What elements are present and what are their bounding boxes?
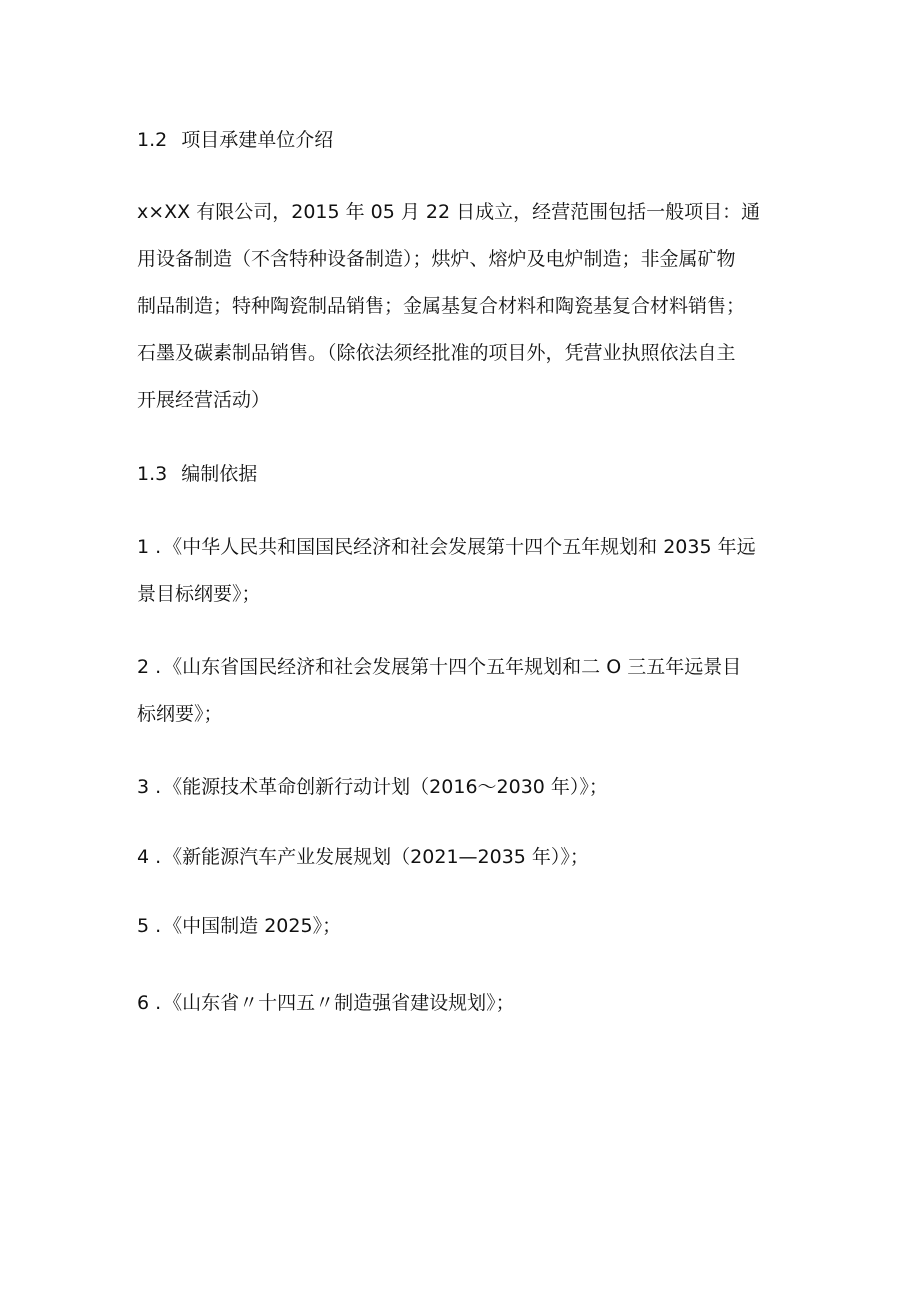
- section-number: 1.2: [137, 129, 168, 151]
- paragraph-line: x×XX 有限公司，2015 年 05 月 22 日成立，经营范围包括一般项目：通: [137, 201, 761, 223]
- list-item-number: 1 .: [137, 536, 162, 558]
- list-item-number: 2 .: [137, 656, 162, 678]
- list-item-number: 4 .: [137, 846, 162, 868]
- list-item-continuation: 景目标纲要》；: [137, 583, 261, 605]
- section-title: 项目承建单位介绍: [181, 129, 334, 151]
- list-item-text: 《新能源汽车产业发展规划（2021—2035 年）》；: [163, 846, 589, 868]
- list-item: [137, 655, 797, 679]
- list-item: [137, 914, 797, 938]
- list-item: [137, 775, 797, 799]
- section-title: 编制依据: [181, 463, 258, 485]
- paragraph-line: 开展经营活动）: [137, 389, 271, 411]
- paragraph-line: 石墨及碳素制品销售。（除依法须经批准的项目外，凭营业执照依法自主: [137, 342, 736, 364]
- list-item-text: 《山东省国民经济和社会发展第十四个五年规划和二 O 三五年远景目: [163, 656, 742, 678]
- list-item-text: 《中国制造 2025》；: [163, 915, 342, 937]
- list-item: [137, 991, 797, 1015]
- list-item: [137, 845, 797, 869]
- section-number: 1.3: [137, 463, 168, 485]
- list-item: [137, 535, 797, 559]
- list-item-continuation: 标纲要》；: [137, 703, 223, 725]
- list-item-number: 5 .: [137, 915, 162, 937]
- list-item-text: 《山东省〃十四五〃制造强省建设规划》；: [163, 992, 515, 1014]
- list-item-text: 《能源技术革命创新行动计划（2016～2030 年）》；: [163, 776, 608, 798]
- list-item-number: 3 .: [137, 776, 162, 798]
- list-item-number: 6 .: [137, 992, 162, 1014]
- section-heading-1-3: [137, 462, 797, 486]
- section-heading-1-2: [137, 128, 797, 152]
- list-item-text: 《中华人民共和国国民经济和社会发展第十四个五年规划和 2035 年远: [163, 536, 756, 558]
- paragraph-line: 用设备制造（不含特种设备制造）；烘炉、熔炉及电炉制造；非金属矿物: [137, 248, 736, 270]
- paragraph-line: 制品制造；特种陶瓷制品销售；金属基复合材料和陶瓷基复合材料销售；: [137, 295, 746, 317]
